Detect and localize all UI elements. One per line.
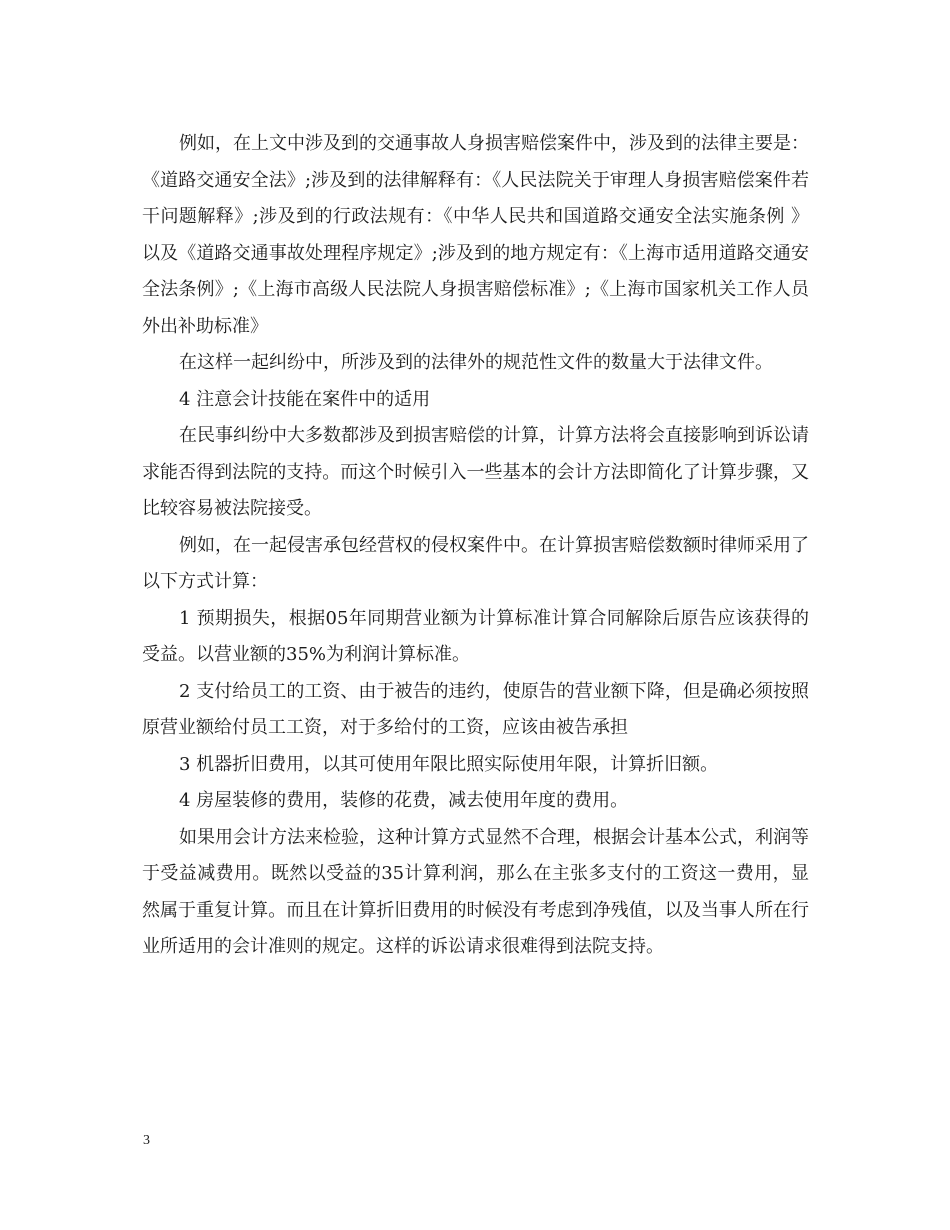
paragraph-normative-documents: 在这样一起纠纷中，所涉及到的法律外的规范性文件的数量大于法律文件。 xyxy=(179,352,773,373)
list-item-renovation: 4 房屋装修的费用，装修的花费，减去使用年度的费用。 xyxy=(179,790,629,811)
paragraph-accounting-analysis: 如果用会计方法来检验，这种计算方式显然不合理，根据会计基本公式，利润等于受益减费用。既然以受益的35计算利润，那么在主张多支付的工资这一费用，显然属于重复计算。而且在计算折旧费用的时候没有考虑到净残值，以及当事人所在行业所适用的会计准则的规定。这样的诉讼请求很难得到法院支持。 xyxy=(142,826,809,957)
document-body xyxy=(142,126,809,966)
list-item-depreciation: 3 机器折旧费用，以其可使用年限比照实际使用年限，计算折旧额。 xyxy=(179,753,719,775)
paragraph-example-traffic-laws: 例如，在上文中涉及到的交通事故人身损害赔偿案件中，涉及到的法律主要是：《道路交通安全法》;涉及到的法律解释有：《人民法院关于审理人身损害赔偿案件若干问题解释》;涉及到的行政法规有：《中华人民共和国道路交通安全法实施条例 》以及《道路交通事故处理程序规定》;涉及到的地方规定有：《上海市适用道路交通安全法条例》;《上海市高级人民法院人身损害赔偿标准》;《上海市国家机关工作人员外出补助标准》 xyxy=(142,133,809,337)
page-number: 3 xyxy=(143,1133,150,1148)
list-item-wages: 2 支付给员工的工资、由于被告的违约，使原告的营业额下降，但是确必须按照原营业额给付员工工资，对于多给付的工资，应该由被告承担 xyxy=(142,680,809,738)
paragraph-example-infringement: 例如，在一起侵害承包经营权的侵权案件中。在计算损害赔偿数额时律师采用了以下方式计算： xyxy=(142,534,809,592)
list-item-expected-loss: 1 预期损失，根据05年同期营业额为计算标准计算合同解除后原告应该获得的受益。以营业额的35%为利润计算标准。 xyxy=(142,607,809,665)
paragraph-damage-calculation: 在民事纠纷中大多数都涉及到损害赔偿的计算，计算方法将会直接影响到诉讼请求能否得到法院的支持。而这个时候引入一些基本的会计方法即简化了计算步骤，又比较容易被法院接受。 xyxy=(142,425,809,519)
section-heading-accounting-skills: 4 注意会计技能在案件中的适用 xyxy=(179,388,431,410)
